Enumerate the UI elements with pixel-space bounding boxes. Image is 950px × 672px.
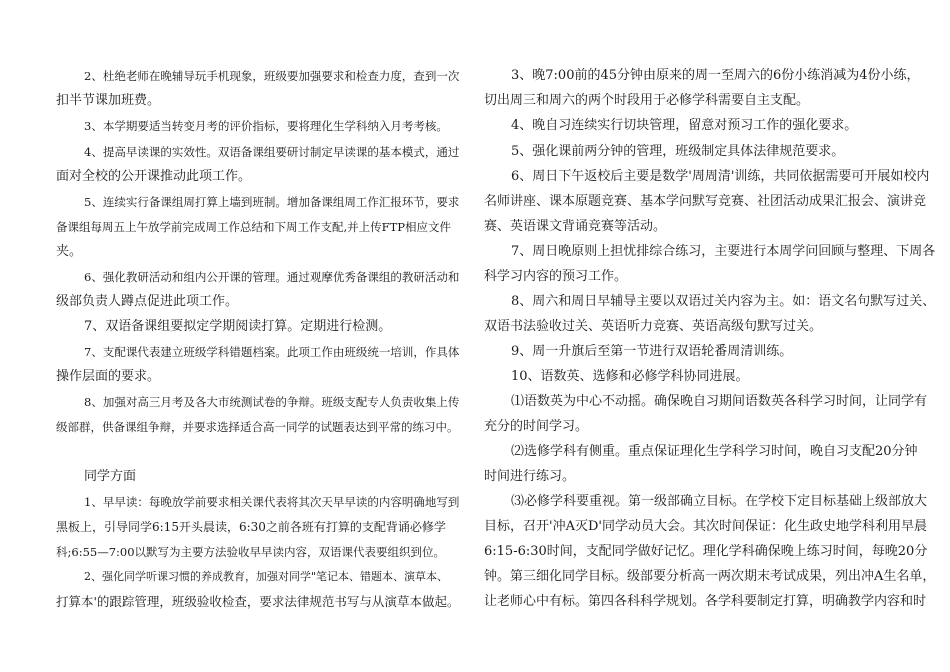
paragraph-line: 双语书法验收过关、英语听力竞赛、英语高级句默写过关。 [484,319,823,334]
paragraph-line: 时间进行练习。 [484,469,576,484]
paragraph-line: 8、周六和周日早辅导主要以双语过关内容为主。如：语文名句默写过关、 [511,294,936,309]
paragraph-line: 充分的时间学习。 [484,419,589,434]
paragraph-line: 7、支配课代表建立班级学科错题档案。此项工作由班级统一培训，作具体 [84,345,460,359]
paragraph-line: 扣半节课加班费。 [56,93,161,108]
paragraph-line: 面对全校的公开课推动此项工作。 [56,169,252,184]
paragraph-line: 3、晚7:00前的45分钟由原来的周一至周六的6份小练消减为4份小练， [511,68,920,83]
paragraph-line: 9、周一升旗后至第一节进行双语轮番周清训练。 [511,344,793,359]
paragraph-line: 钟。第三细化同学目标。级部要分析高一两次期末考试成果，列出冲A生名单， [484,569,936,584]
paragraph-line: 让老师心中有标。第四各科科学规划。各学科要制定打算，明确教学内容和时 [484,594,927,609]
paragraph-line: 打算本'的跟踪管理，班级验收检查，要求法律规范书写与从演草本做起。 [56,594,460,609]
paragraph-line: 切出周三和周六的两个时段用于必修学科需要自主支配。 [484,93,810,108]
paragraph-line: 黑板上，引导同学6:15开头晨读，6:30之前各班有打算的支配背诵必修学 [56,520,446,534]
paragraph-line: 1、早早读：每晚放学前要求相关课代表将其次天早早读的内容明确地写到 [84,495,460,509]
paragraph-line: 7、周日晚原则上担忧排综合练习，主要进行本周学问回顾与整理、下周各 [511,244,936,259]
paragraph-line: 3、本学期要适当转变月考的评价指标，要将理化生学科纳入月考考核。 [84,119,448,133]
paragraph-line: 6、周日下午返校后主要是数学'周周清'训练，共同依据需要可开展如校内 [511,169,930,184]
paragraph-line: 科学习内容的预习工作。 [484,269,628,284]
paragraph-line: 名师讲座、课本原题竞赛、基本学问默写竞赛、社团活动成果汇报会、演讲竞 [484,194,927,209]
paragraph-line: 2、强化同学听课习惯的养成教育，加强对同学"笔记本、错题本、演草本、 [84,570,449,583]
paragraph-line: 备课组每周五上午放学前完成周工作总结和下周工作支配,并上传FTP相应文件 [56,220,452,234]
paragraph-line: ⑴语数英为中心不动摇。确保晚自习期间语数英各科学习时间，让同学有 [511,394,928,409]
paragraph-line: 目标，召开'冲A灭D'同学动员大会。其次时间保证：化生政史地学科利用早晨 [484,519,927,534]
paragraph-line: 科;6:55—7:00以默写为主要方法验收早早读内容，双语课代表要组织到位。 [56,545,446,559]
paragraph-line: 操作层面的要求。 [56,369,161,384]
paragraph-line: 级部负责人蹲点促进此项工作。 [56,294,239,309]
paragraph-line: 5、连续实行备课组周打算上墙到班制。增加备课组周工作汇报环节，要求 [84,195,460,209]
paragraph-line: ⑵选修学科有侧重。重点保证理化生学科学习时间，晚自习支配20分钟 [511,444,918,459]
paragraph-line: 6:15-6:30时间，支配同学做好记忆。理化学科确保晚上练习时间，每晚20分 [484,544,928,559]
paragraph-line: 夹。 [56,244,83,259]
paragraph-line: 6、强化教研活动和组内公开课的管理。通过观摩优秀备课组的教研活动和 [84,270,460,284]
paragraph-line: 4、提高早读课的实效性。双语备课组要研讨制定早读课的基本模式，通过 [84,145,460,159]
paragraph-line: 10、语数英、选修和必修学科协同进展。 [511,369,749,384]
paragraph-line: ⑶必修学科要重视。第一级部确立目标。在学校下定目标基础上级部放大 [511,494,928,509]
paragraph-line: 级部群，供备课组争辩，并要求选择适合高一同学的试题表达到平常的练习中。 [56,420,459,434]
paragraph-line: 7、双语备课组要拟定学期阅读打算。定期进行检测。 [84,319,392,334]
paragraph-line: 2、杜绝老师在晚辅导玩手机现象，班级要加强要求和检查力度，查到一次 [84,69,460,83]
paragraph-line: 5、强化课前两分钟的管理，班级制定具体法律规范要求。 [511,144,845,159]
section-heading: 同学方面 [84,469,137,484]
paragraph-line: 4、晚自习连续实行切块管理，留意对预习工作的强化要求。 [511,118,858,133]
paragraph-line: 赛、英语课文背诵竞赛等活动。 [484,219,667,234]
paragraph-line: 8、加强对高三月考及各大市统测试卷的争辩。班级支配专人负责收集上传 [84,395,460,409]
